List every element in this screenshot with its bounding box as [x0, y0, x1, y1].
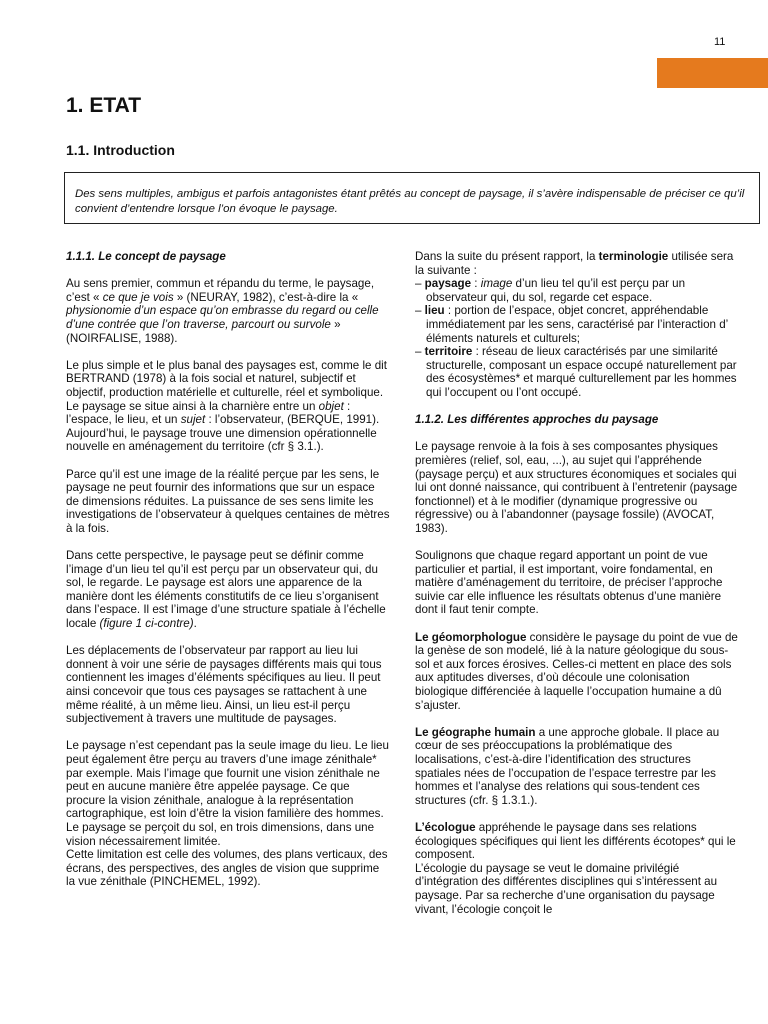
paragraph: Le paysage renvoie à la fois à ses composantes physiques premières (relief, sol, eau, ...), au sujet qui l’appréhende (paysage perçu) et aux structures économiques et sociales qui lui ont donné naissance, qui contribuent à l’entretenir (paysage fonctionnel) et à le modifier (dynamique progressive ou régressive) ou à l’abandonner (paysage fossile) (AVOCAT, 1983).: [415, 440, 738, 535]
paragraph: Le géographe humain a une approche globale. Il place au cœur de ses préoccupations la problématique des localisations, c’est-à-dire l’identification des structures spatiales nées de l’occupation de l’espace terrestre par les hommes et l’analyse des relations qui sous-tendent ces structures (cfr. § 1.3.1.).: [415, 725, 720, 807]
paragraph: Cette limitation est celle des volumes, des plans verticaux, des écrans, des perspectives, des angles de vision que supprime la vue zénithale (PINCHEMEL, 1992).: [66, 848, 388, 889]
list-item: – paysage : image d’un lieu tel qu’il est perçu par un observateur qui, du sol, regarde cet espace.: [415, 277, 686, 304]
subsection-heading: 1.1.1. Le concept de paysage: [66, 250, 226, 263]
chapter-title: 1. ETAT: [66, 94, 142, 117]
left-column: [66, 250, 390, 889]
paragraph: Le paysage se situe ainsi à la charnière entre un objet : l’espace, le lieu, et un sujet : l’observateur, (BERQUE, 1991).: [66, 399, 380, 427]
paragraph: Le géomorphologue considère le paysage du point de vue de la genèse de son modelé, lié à la nature géologique du sous-sol et aux forces érosives. Celles-ci mettent en place des sols aux aptitudes diverses, d’où découle une colonisation biologique différenciée à laquelle l’occupation humaine a dû s’ajuster.: [415, 630, 738, 712]
paragraph: Aujourd’hui, le paysage trouve une dimension opérationnelle nouvelle en aménagement du territoire (cfr § 3.1.).: [66, 426, 377, 454]
intro-box: Des sens multiples, ambigus et parfois antagonistes étant prêtés au concept de paysage, il s’avère indispensable de préciser ce qu’il convient d’entendre lorsque l’on évoque le paysage.: [64, 172, 760, 224]
paragraph: L’écologue appréhende le paysage dans ses relations écologiques spécifiques qui lient les différents écotopes* qui le composent.: [415, 820, 736, 862]
section-title: 1.1. Introduction: [66, 142, 175, 158]
right-column: [415, 250, 739, 916]
list-item: – lieu : portion de l’espace, objet concret, appréhendable immédiatement par les sens, caractérisé par l’interaction d’ éléments naturels et culturels;: [415, 304, 728, 345]
list-item: – territoire : réseau de lieux caractérisés par une similarité structurelle, composant un espace occupé naturellement par des écosystèmes* et marqué culturellement par les hommes qui l’occupent ou l’ont occupé.: [415, 345, 737, 399]
orange-tab-marker: [657, 58, 768, 88]
paragraph: Dans cette perspective, le paysage peut se définir comme l’image d’un lieu tel qu’il est perçu par un observateur qui, du sol, le regarde. Le paysage est alors une apparence de la manière dont les éléments constitutifs de ce lieu s’organisent dans l’espace. Il est l’image d’une structure spatiale à l’échelle locale (figure 1 ci-contre).: [66, 549, 386, 631]
paragraph: Les déplacements de l’observateur par rapport au lieu lui donnent à voir une série de paysages différents mais qui tous contiennent les images d’éléments spécifiques au lieu. Il peut ainsi concevoir que tous ces paysages se rattachent à une même réalité, à un même lieu. Ainsi, un lieu est-il perçu subjectivement à travers une multitude de paysages.: [66, 644, 382, 726]
paragraph: Parce qu’il est une image de la réalité perçue par les sens, le paysage ne peut fournir des informations que sur un espace de dimensions réduites. La puissance de ses sens limite les investigations de l’observateur à quelques centaines de mètres à la fois.: [66, 467, 390, 535]
paragraph: Le plus simple et le plus banal des paysages est, comme le dit BERTRAND (1978) à la fois social et naturel, subjectif et objectif, production matérielle et culturelle, réel et symbolique.: [66, 358, 387, 399]
terminology-list: [415, 277, 739, 399]
page-number: 11: [714, 36, 726, 48]
paragraph: L’écologie du paysage se veut le domaine privilégié d’intégration des différentes disciplines qui s’intéressent au paysage. Par sa recherche d’une organisation du paysage vivant, l’écologie conçoit le: [415, 861, 718, 916]
subsection-heading: 1.1.2. Les différentes approches du paysage: [415, 413, 659, 427]
paragraph: Soulignons que chaque regard apportant un point de vue particulier et partial, il est important, voire fondamental, en matière d’aménagement du territoire, de préciser l’approche suivie car elle influence les résultats obtenus d’une manière dont il faut tenir compte.: [415, 549, 723, 617]
paragraph: Dans la suite du présent rapport, la terminologie utilisée sera la suivante :: [415, 250, 734, 277]
paragraph: Le paysage n’est cependant pas la seule image du lieu. Le lieu peut également être perçu au travers d’une image zénithale* par exemple. Mais l’image que fournit une vision zénithale ne peut en aucune manière être appelée paysage. Ce que procure la vision zénithale, analogue à la représentation cartographique, est loin d’être la vision familière des hommes. Le paysage se perçoit du sol, en trois dimensions, dans une vision nécessairement limitée.: [66, 739, 389, 848]
paragraph: Au sens premier, commun et répandu du terme, le paysage, c’est « ce que je vois » (NEURAY, 1982), c’est-à-dire la « physionomie d’un espace qu’on embrasse du regard ou celle d’une contrée que l’on traverse, parcourt ou survole » (NOIRFALISE, 1988).: [66, 277, 379, 345]
